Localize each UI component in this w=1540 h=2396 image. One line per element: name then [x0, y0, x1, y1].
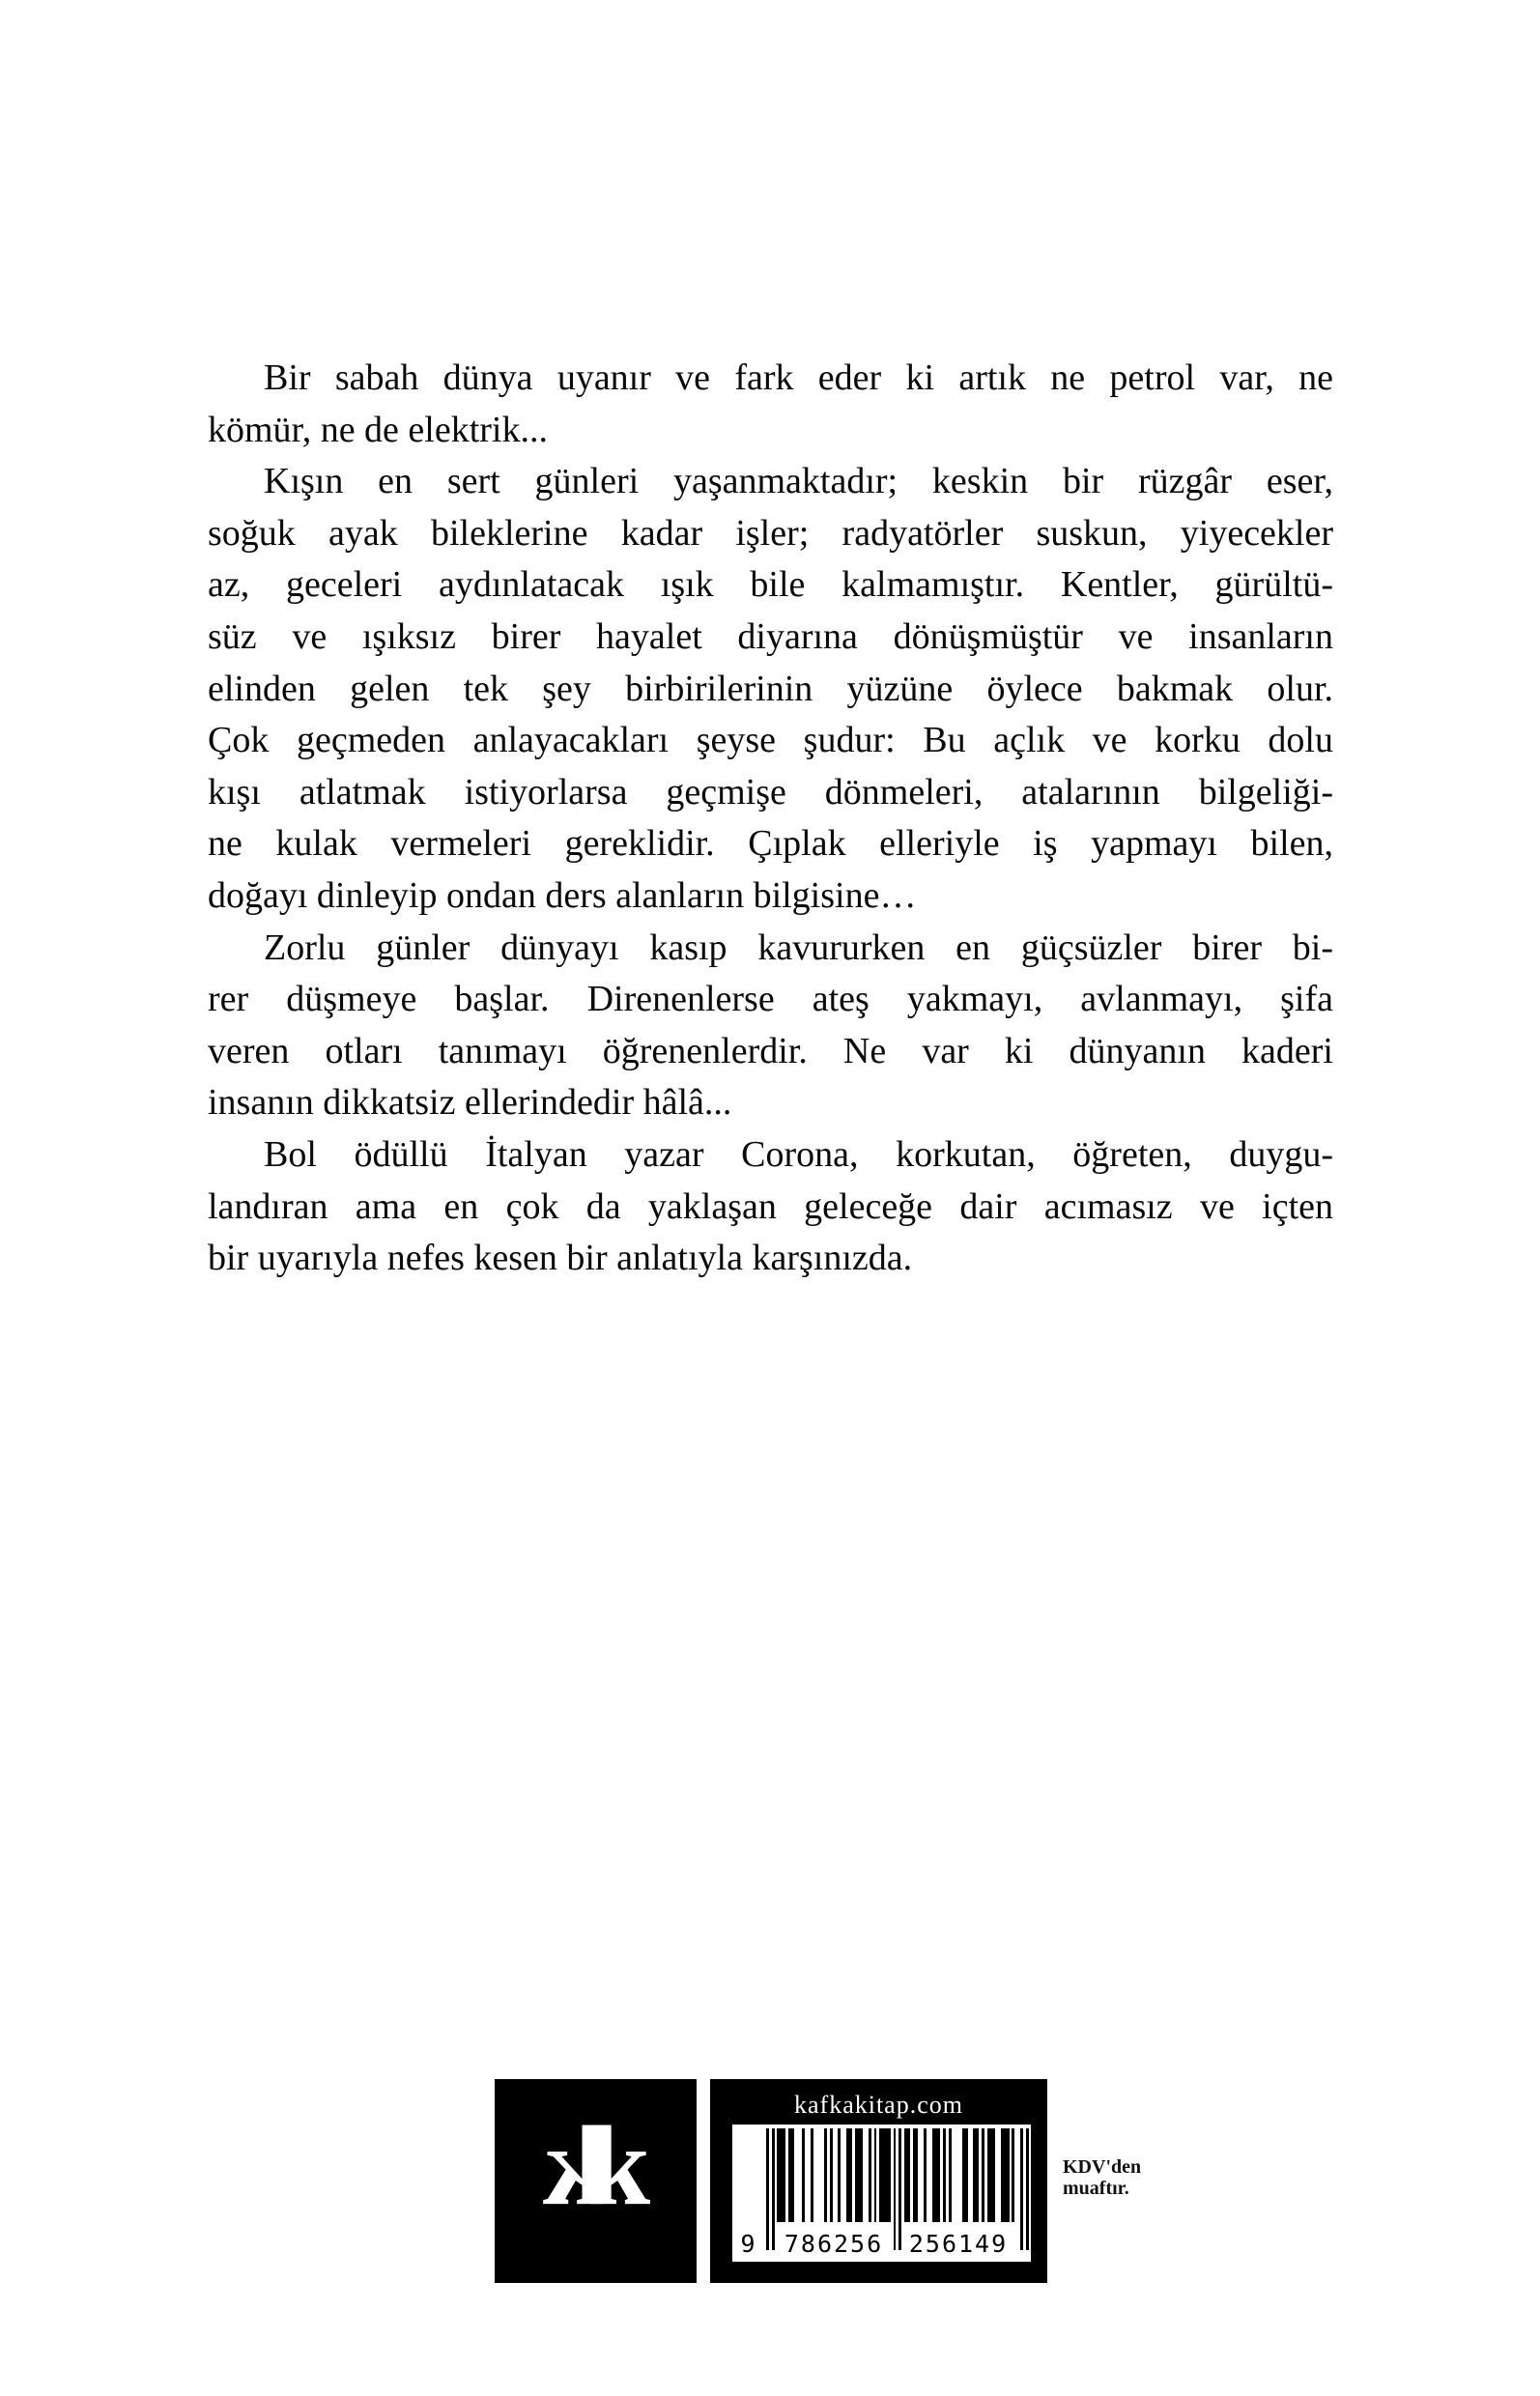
- text-line: veren otları tanımayı öğrenenlerdir. Ne var ki dünyanın kaderi: [208, 1030, 1333, 1071]
- text-line: süz ve ışıksız birer hayalet diyarına dönüşmüştür ve insanların: [208, 615, 1333, 657]
- tax-note: [1063, 2156, 1141, 2199]
- text-line: Bir sabah dünya uyanır ve fark eder ki artık ne petrol var, ne: [264, 357, 1333, 398]
- text-line: kışı atlatmak istiyorlarsa geçmişe dönmeleri, atalarının bilgeliği-: [208, 771, 1333, 813]
- text-line: Çok geçmeden anlayacakları şeyse şudur: Bu açlık ve korku dolu: [208, 720, 1333, 761]
- text-line: ne kulak vermeleri gereklidir. Çıplak elleriyle iş yapmayı bilen,: [208, 823, 1333, 865]
- text-line: Kışın en sert günleri yaşanmaktadır; keskin bir rüzgâr eser,: [264, 461, 1333, 502]
- isbn-left-group: 786256: [784, 2230, 884, 2258]
- barcode-bar: [1026, 2128, 1029, 2250]
- isbn-right-group: 256149: [908, 2230, 1009, 2258]
- tax-note-line2: muaftır.: [1063, 2178, 1129, 2199]
- text-line: doğayı dinleyip ondan ders alanların bilgisine…: [208, 874, 917, 916]
- text-line: kömür, ne de elektrik...: [208, 409, 548, 450]
- barcode-panel: [710, 2079, 1047, 2283]
- text-line: bir uyarıyla nefes kesen bir anlatıyla karşınızda.: [208, 1238, 913, 1279]
- text-line: elinden gelen tek şey birbirilerinin yüzüne öylece bakmak olur.: [208, 668, 1333, 709]
- synopsis: [208, 353, 1333, 1285]
- mirrored-k-glyph: k: [542, 2102, 607, 2229]
- publisher-website-label: kafkakitap.com: [794, 2091, 963, 2119]
- text-line: Zorlu günler dünyayı kasıp kavururken en güçsüzler birer bi-: [264, 927, 1333, 968]
- text-line: insanın dikkatsiz ellerindedir hâlâ...: [208, 1082, 732, 1124]
- k-glyph: k: [586, 2102, 651, 2229]
- text-line: rer düşmeye başlar. Direnenlerse ateş yakmayı, avlanmayı, şifa: [208, 979, 1333, 1020]
- text-line: Bol ödüllü İtalyan yazar Corona, korkutan, öğreten, duygu-: [264, 1133, 1333, 1175]
- text-line: landıran ama en çok da yaklaşan geleceğe dair acımasız ve içten: [208, 1185, 1333, 1227]
- tax-note-line1: KDV'den: [1063, 2156, 1142, 2178]
- publisher-logo-block: [495, 2079, 697, 2283]
- text-line: soğuk ayak bileklerine kadar işler; radyatörler suskun, yiyecekler: [208, 512, 1333, 554]
- barcode: [732, 2125, 1031, 2262]
- kafka-kitap-logo-icon: [542, 2102, 651, 2229]
- text-line: az, geceleri aydınlatacak ışık bile kalmamıştır. Kentler, gürültü-: [208, 564, 1333, 606]
- isbn-lead-digit: 9: [740, 2230, 757, 2258]
